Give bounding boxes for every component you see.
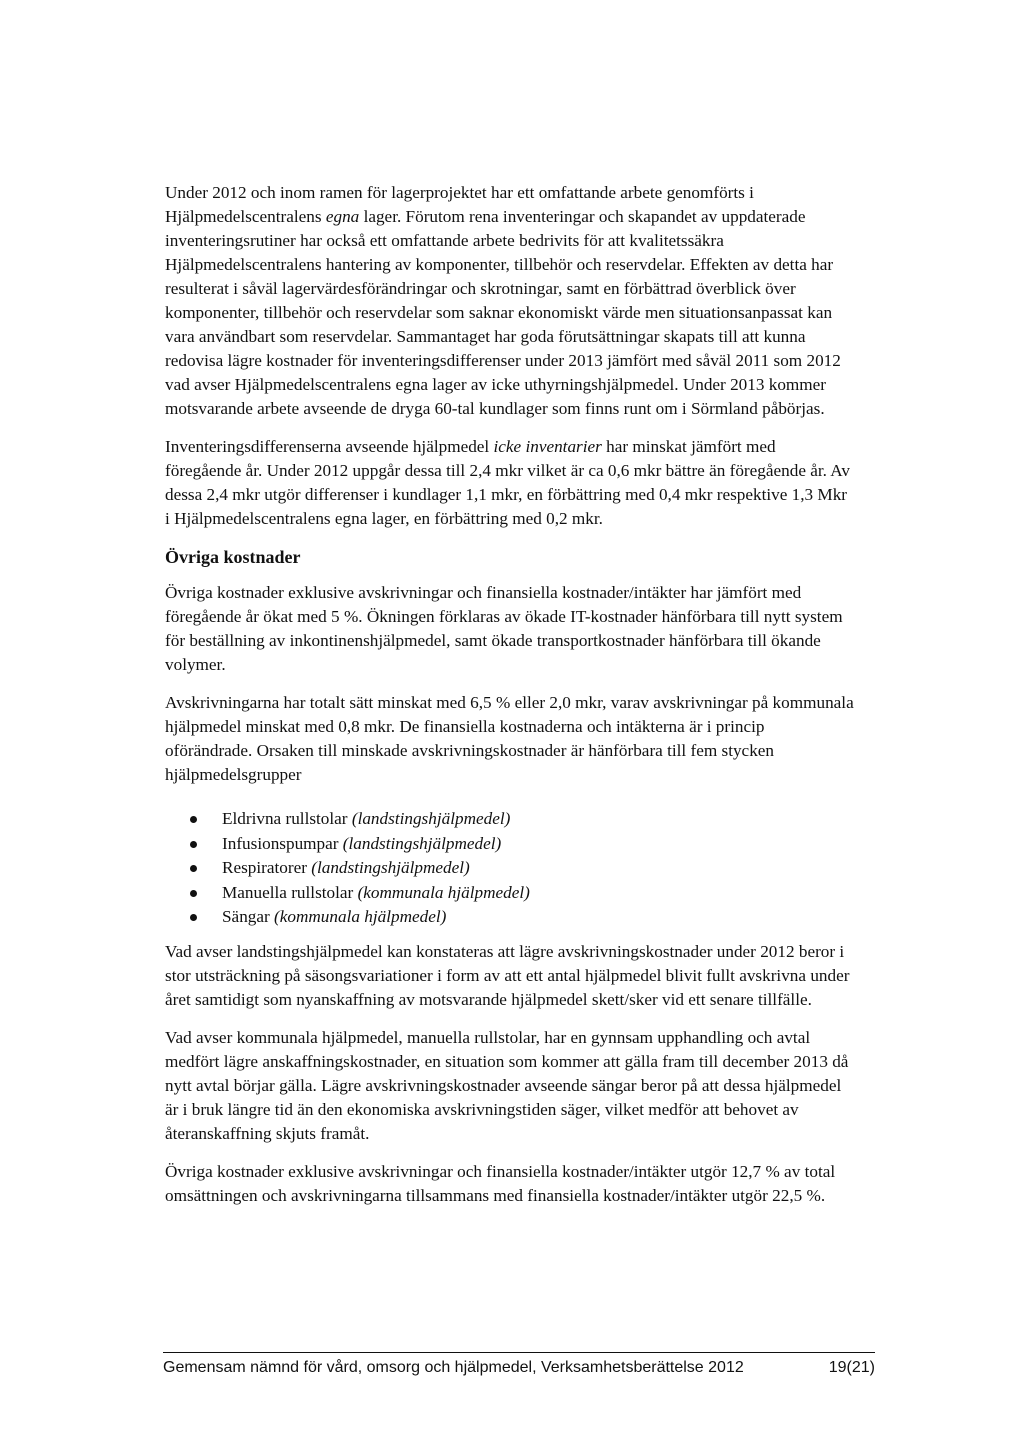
- list-item: [165, 881, 855, 906]
- list-item-label: Sängar: [222, 907, 275, 926]
- paragraph-text: lager. Förutom rena inventeringar och skapandet av uppdaterade inventeringsrutiner har också ett omfattande arbete bedrivits för att kvalitetssäkra Hjälpmedelscentralens hantering av komponenter, tillbehör och reservdelar. Effekten av detta har resulterat i såväl lagervärdesförändringar och skrotningar, samt en förbättrad överblick över komponenter, tillbehör och reservdelar som saknar ekonomiskt värde men situationsanpassat kan vara användbart som reservdelar. Sammantaget har goda förutsättningar skapats till att kunna redovisa lägre kostnader för inventeringsdifferenser under 2013 jämfört med såväl 2011 som 2012 vad avser Hjälpmedelscentralens egna lager av icke uthyrningshjälpmedel. Under 2013 kommer motsvarande arbete avseende de dryga 60-tal kundlager som finns runt om i Sörmland påbörjas.: [165, 207, 841, 418]
- list-item-label: Manuella rullstolar: [222, 882, 358, 902]
- bullet-icon: [190, 890, 197, 897]
- list-item-note: (landstingshjälpmedel): [342, 833, 502, 853]
- footer-title: Gemensam nämnd för vård, omsorg och hjälpmedel, Verksamhetsberättelse 2012: [163, 1359, 744, 1376]
- list-item-label: Respiratorer: [222, 858, 312, 877]
- list-item: [165, 905, 855, 930]
- paragraph-inventeringsdifferenser: [165, 435, 855, 531]
- section-heading-ovriga-kostnader: Övriga kostnader: [165, 547, 301, 567]
- list-item-label: Eldrivna rullstolar: [222, 809, 352, 828]
- emphasis-text: icke inventarier: [493, 437, 602, 456]
- bullet-icon: [190, 914, 197, 921]
- list-item: [165, 856, 855, 881]
- page-footer: [163, 1352, 875, 1379]
- list-item: [165, 832, 855, 857]
- document-body: [165, 181, 855, 1222]
- list-item-note: (landstingshjälpmedel): [311, 858, 470, 877]
- paragraph-kommunala-hjalpmedel: Vad avser kommunala hjälpmedel, manuella rullstolar, har en gynnsam upphandling och avtal medfört lägre anskaffningskostnader, en situation som kommer att gälla fram till december 2013 då nytt avtal börjar gälla. Lägre avskrivningskostnader avseende sängar beror på att dessa hjälpmedel är i bruk längre tid än den ekonomiska avskrivningstiden säger, vilket medför att behovet av återanskaffning skjuts framåt.: [165, 1027, 849, 1143]
- list-item-note: (kommunala hjälpmedel): [357, 882, 530, 902]
- list-item: [165, 807, 855, 832]
- bullet-icon: [190, 816, 197, 823]
- bullet-icon: [190, 865, 197, 872]
- paragraph-avskrivningar: Avskrivningarna har totalt sätt minskat med 6,5 % eller 2,0 mkr, varav avskrivningar på kommunala hjälpmedel minskat med 0,8 mkr. De finansiella kostnaderna och intäkterna är i princip oförändrade. Orsaken till minskade avskrivningskostnader är hänförbara till fem stycken hjälpmedelsgrupper: [165, 693, 854, 784]
- bullet-icon: [190, 841, 197, 848]
- page-number: 19(21): [828, 1359, 875, 1376]
- paragraph-text: har minskat jämfört med föregående år. Under 2012 uppgår dessa till 2,4 mkr vilket är ca 0,6 mkr bättre än föregående år. Av dessa 2,4 mkr utgör differenser i kundlager 1,1 mkr, en förbättring med 0,4 mkr respektive 1,3 Mkr i Hjälpmedelscentralens egna lager, en förbättring med 0,2 mkr.: [165, 437, 851, 528]
- list-item-note: (kommunala hjälpmedel): [274, 907, 447, 926]
- list-item-note: (landstingshjälpmedel): [351, 809, 511, 828]
- paragraph-landstingshjalpmedel: Vad avser landstingshjälpmedel kan konstateras att lägre avskrivningskostnader under 2012 beror i stor utsträckning på säsongsvariationer i form av att ett antal hjälpmedel blivit fullt avskrivna under året samtidigt som nyanskaffning av motsvarande hjälpmedel skett/sker vid ett senare tillfälle.: [165, 941, 850, 1009]
- paragraph-lagerprojektet: [165, 181, 855, 421]
- paragraph-ovriga-kostnader: Övriga kostnader exklusive avskrivningar och finansiella kostnader/intäkter har jämfört med föregående år ökat med 5 %. Ökningen förklaras av ökade IT-kostnader hänförbara till nytt system för beställning av inkontinenshjälpmedel, samt ökade transportkostnader hänförbara till ökande volymer.: [165, 583, 843, 674]
- paragraph-text: Inventeringsdifferenserna avseende hjälpmedel: [165, 437, 494, 456]
- paragraph-text: Under 2012 och inom ramen för lagerprojektet har ett omfattande arbete genomförts i Hjälpmedelscentralens: [165, 183, 754, 226]
- hjalpmedelsgrupper-list: [165, 807, 855, 930]
- list-item-label: Infusionspumpar: [222, 833, 343, 853]
- paragraph-sammanfattning: Övriga kostnader exklusive avskrivningar och finansiella kostnader/intäkter utgör 12,7 % av total omsättningen och avskrivningarna tillsammans med finansiella kostnader/intäkter utgör 22,5 %.: [165, 1161, 836, 1205]
- emphasis-text: egna: [325, 207, 360, 226]
